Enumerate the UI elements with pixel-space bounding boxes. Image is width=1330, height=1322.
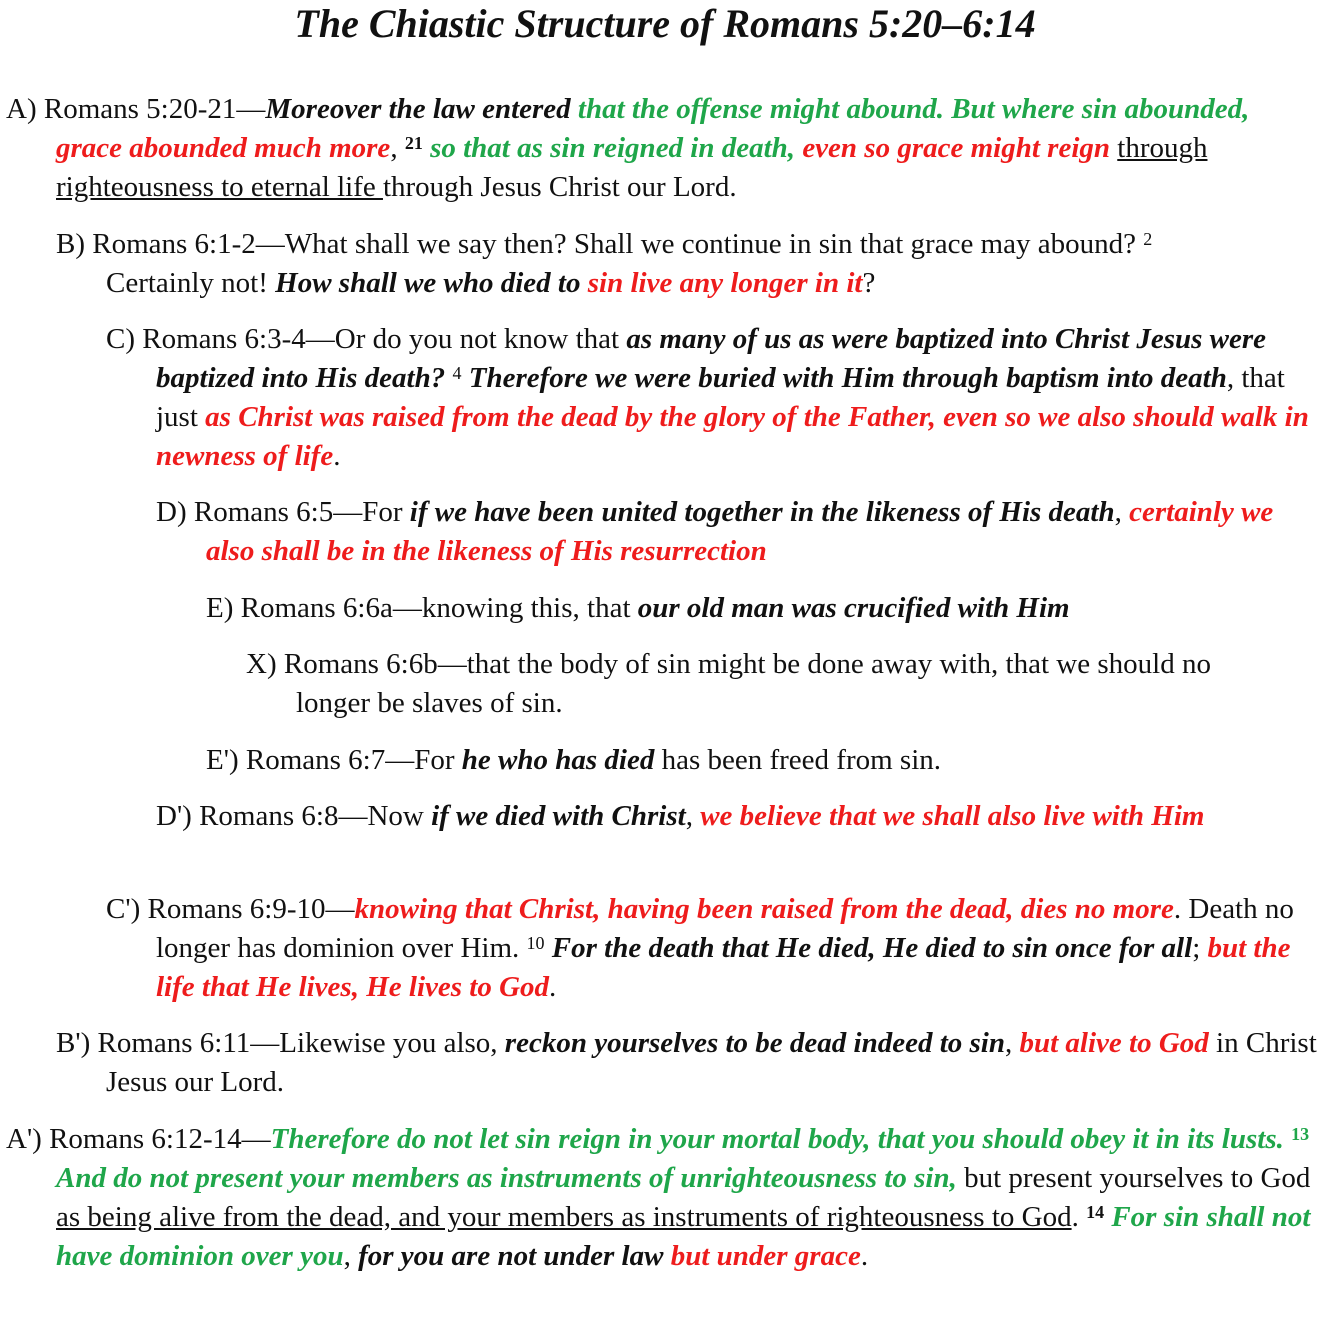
chiasm-item-c-prime — [106, 890, 1322, 1007]
text-run: Romans 6:7—For — [238, 744, 462, 776]
verse-number: 13 — [1291, 1124, 1310, 1144]
text-run: Romans 6:12-14— — [41, 1123, 271, 1155]
text-run: And do not present your members as instruments of unrighteousness to sin, — [56, 1162, 957, 1194]
text-run: How shall we who died to — [275, 267, 588, 299]
chiasm-item-b-prime — [56, 1024, 1322, 1102]
text-run: but the life that He lives, He lives to God — [156, 932, 1291, 1003]
text-run: but under grace — [670, 1240, 861, 1272]
text-run: , that just — [156, 362, 1285, 433]
text-run: for you are not under law — [358, 1240, 671, 1272]
item-label: B) — [56, 228, 85, 260]
text-run: if we have been united together in the likeness of His death — [409, 496, 1115, 528]
text-run: through Jesus Christ our Lord. — [382, 171, 737, 203]
text-run: Romans 6:6a—knowing this, that — [233, 592, 638, 624]
text-run: Romans 6:11—Likewise you also, — [90, 1027, 505, 1059]
text-run: Romans 6:1-2—What shall we say then? Shall we continue in sin that grace may abound? — [85, 228, 1144, 260]
text-run — [545, 932, 552, 964]
text-run: as being alive from the dead, and your members as instruments of righteousness to God — [56, 1201, 1072, 1233]
verse-number: 2 — [1143, 229, 1153, 249]
text-run: sin live any longer in it — [587, 267, 863, 299]
text-run: in Christ Jesus our Lord. — [106, 1027, 1317, 1098]
text-run: that the offense might abound. But where sin abounded, — [577, 93, 1250, 125]
chiasm-item-e-prime — [206, 741, 1322, 780]
text-run: For sin shall not have dominion over you — [56, 1201, 1311, 1272]
text-run: Moreover the law entered — [265, 93, 578, 125]
chiasm-item-a-prime — [6, 1120, 1328, 1276]
document-title: The Chiastic Structure of Romans 5:20–6:14 — [294, 1, 1036, 46]
verse-number: 14 — [1086, 1202, 1105, 1222]
text-run: . Death no longer has dominion over Him. — [156, 893, 1294, 964]
text-run: but present yourselves to God — [956, 1162, 1311, 1194]
text-run: . — [549, 971, 557, 1003]
verse-number: 4 — [452, 363, 462, 383]
text-run: Romans 6:3-4—Or do you not know that — [135, 323, 627, 355]
verse-number: 21 — [404, 133, 423, 153]
item-label: E') — [206, 744, 239, 776]
text-run — [423, 132, 430, 164]
chiasm-item-d-prime — [156, 797, 1322, 836]
item-label: B') — [56, 1027, 91, 1059]
text-run: if we died with Christ — [431, 800, 686, 832]
text-run: has been freed from sin. — [654, 744, 942, 776]
chiasm-item-e — [206, 589, 1322, 628]
text-run: but alive to God — [1019, 1027, 1209, 1059]
text-run: we believe that we shall also live with Him — [700, 800, 1205, 832]
text-run: Romans 5:20-21— — [36, 93, 266, 125]
text-run: , — [343, 1240, 359, 1272]
item-label: A') — [6, 1123, 42, 1155]
chiasm-item-d — [156, 493, 1322, 571]
item-label: C) — [106, 323, 135, 355]
text-run: . — [860, 1240, 869, 1272]
item-label: E) — [206, 592, 234, 624]
text-run: he who has died — [461, 744, 655, 776]
text-run: through righteousness to eternal life — [56, 132, 1208, 203]
text-run: knowing that Christ, having been raised from the dead, dies no more — [354, 893, 1174, 925]
text-run: . — [1071, 1201, 1087, 1233]
text-run: , — [390, 132, 405, 164]
item-label: D) — [156, 496, 187, 528]
text-run: For the death that He died, He died to sin once for all — [551, 932, 1193, 964]
text-run: , — [685, 800, 701, 832]
text-run: , — [1005, 1027, 1020, 1059]
item-label: A) — [6, 93, 37, 125]
text-run: so that as sin reigned in death, — [430, 132, 803, 164]
chiasm-item-b — [56, 225, 1216, 303]
verse-number: 10 — [526, 933, 545, 953]
item-label: D') — [156, 800, 192, 832]
text-run: as Christ was raised from the dead by the glory of the Father, even so we also should walk in newness of life — [156, 401, 1309, 472]
text-run: reckon yourselves to be dead indeed to sin — [504, 1027, 1005, 1059]
text-run: . — [333, 440, 341, 472]
text-run: grace abounded much more — [56, 132, 391, 164]
chiasm-item-x — [246, 645, 1246, 723]
text-run: our old man was crucified with Him — [637, 592, 1070, 624]
text-run: Therefore we were buried with Him through baptism into death — [461, 362, 1227, 394]
chiasm-item-a — [6, 90, 1322, 207]
text-run: ? — [862, 267, 876, 299]
text-run: Romans 6:5—For — [186, 496, 410, 528]
text-run: certainly we also shall be in the likeness of His resurrection — [206, 496, 1274, 567]
text-run: Certainly not! — [106, 267, 276, 299]
text-run: , — [1114, 496, 1130, 528]
text-run: Romans 6:6b—that the body of sin might be done away with, that we should no longer be slaves of sin. — [276, 648, 1211, 719]
chiasm-item-c — [106, 320, 1322, 476]
text-run: Romans 6:8—Now — [191, 800, 432, 832]
item-label: X) — [246, 648, 277, 680]
text-run: Romans 6:9-10— — [140, 893, 355, 925]
text-run: ; — [1192, 932, 1208, 964]
text-run: even so grace might reign — [802, 132, 1118, 164]
text-run: as many of us as were baptized into Christ Jesus were baptized into His death? — [156, 323, 1267, 394]
text-run: Therefore do not let sin reign in your mortal body, that you should obey it in its lusts. — [270, 1123, 1292, 1155]
item-label: C') — [106, 893, 141, 925]
